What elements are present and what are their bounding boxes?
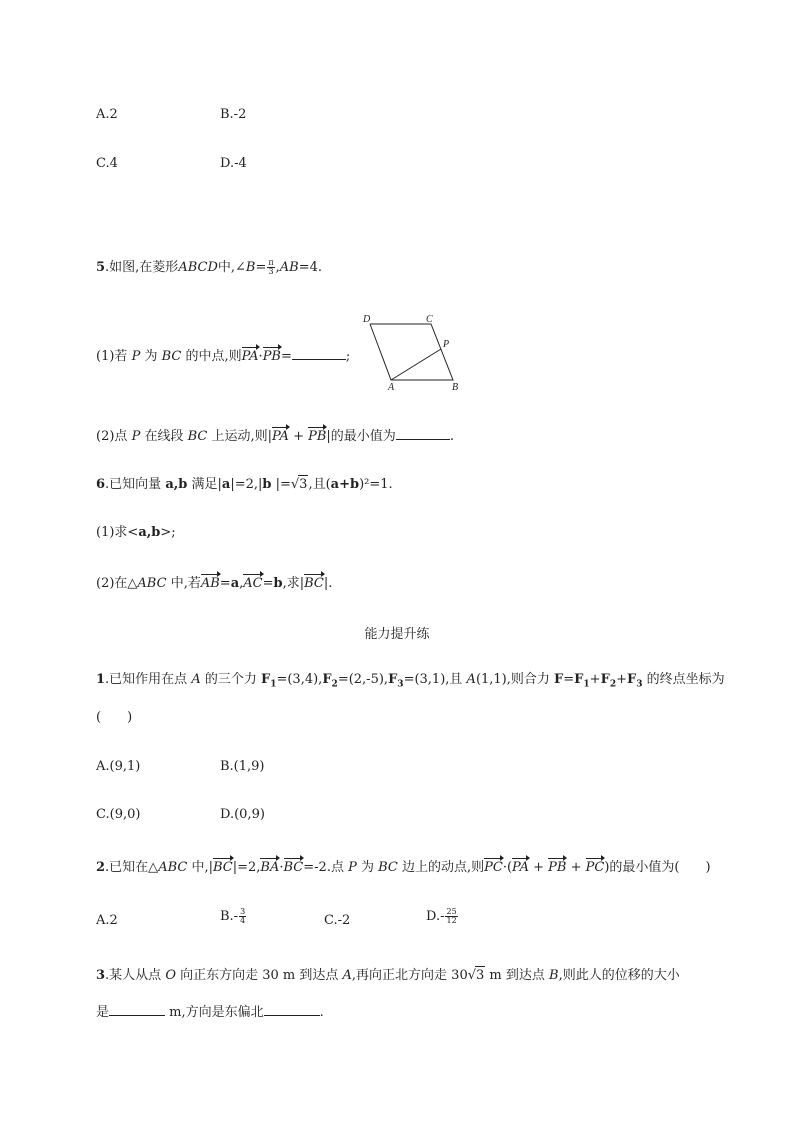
s1-option-c: C.(9,0) bbox=[96, 807, 141, 822]
answer-blank bbox=[292, 347, 346, 360]
s3-line2: 是 m,方向是东偏北 . bbox=[96, 1005, 324, 1020]
q4-option-c: C.4 bbox=[96, 156, 118, 171]
label-P: P bbox=[443, 339, 450, 350]
q6-part1: (1)求<a,b>; bbox=[96, 525, 176, 540]
s1-option-a: A.(9,1) bbox=[96, 759, 141, 774]
s1-option-b: B.(1,9) bbox=[220, 759, 265, 774]
answer-blank bbox=[264, 1003, 320, 1016]
q4-option-d: D.-4 bbox=[220, 156, 247, 171]
answer-blank bbox=[396, 427, 450, 440]
s2-option-b: B.- $\frac{3}{4}$ bbox=[220, 907, 246, 925]
q5-part2: (2)点 P 在线段 BC 上运动,则|PA + PB|的最小值为 . bbox=[96, 425, 454, 446]
q5-stem: 5.如图,在菱形ABCD中,∠B= $\frac{\pi}{3}$ ,AB=4. bbox=[96, 258, 323, 276]
s2-option-a: A.2 bbox=[96, 913, 118, 928]
label-D: D bbox=[363, 314, 371, 325]
q5-part1: (1)若 P 为 BC 的中点,则PA·PB= ; bbox=[96, 345, 350, 366]
q4-option-a: A.2 bbox=[96, 107, 118, 122]
s2-stem: 2.已知在△ABC 中,|BC|=2,BA·BC=-2.点 P 为 BC 边上的动点,则PC·(PA + PB + PC)的最小值为( ) bbox=[96, 856, 711, 877]
label-B: B bbox=[452, 382, 459, 393]
section-title: 能力提升练 bbox=[364, 627, 430, 642]
label-A: A bbox=[388, 382, 395, 393]
q4-option-b: B.-2 bbox=[220, 107, 247, 122]
answer-blank bbox=[109, 1003, 165, 1016]
s2-option-d: D.- $\frac{25}{12}$ bbox=[426, 907, 457, 925]
q6-part2: (2)在△ABC 中,若AB=a,AC=b,求|BC|. bbox=[96, 572, 332, 593]
rhombus-figure bbox=[355, 308, 470, 398]
s2-option-c: C.-2 bbox=[324, 913, 351, 928]
s1-answer-paren: ( ) bbox=[96, 710, 133, 725]
pi-over-3-fraction: $\frac{\pi}{3}$ bbox=[268, 258, 274, 276]
s3-stem: 3.某人从点 O 向正东方向走 30 m 到达点 A,再向正北方向走 30√3 m 到达点 B,则此人的位移的大小 bbox=[96, 968, 680, 983]
s1-option-d: D.(0,9) bbox=[220, 807, 265, 822]
s1-stem: 1.已知作用在点 A 的三个力 $F_1=(3,4),F_2=(2,-5),F_3=(3,1)$,且 A(1,1),则合力 $F=F_1+F_2+F_3$ 的终点坐标为 bbox=[96, 672, 725, 690]
label-C: C bbox=[426, 314, 433, 325]
q6-stem: 6.已知向量 a,b 满足|a|=2,|b |=√3,且(a+b)²=1. bbox=[96, 477, 393, 492]
